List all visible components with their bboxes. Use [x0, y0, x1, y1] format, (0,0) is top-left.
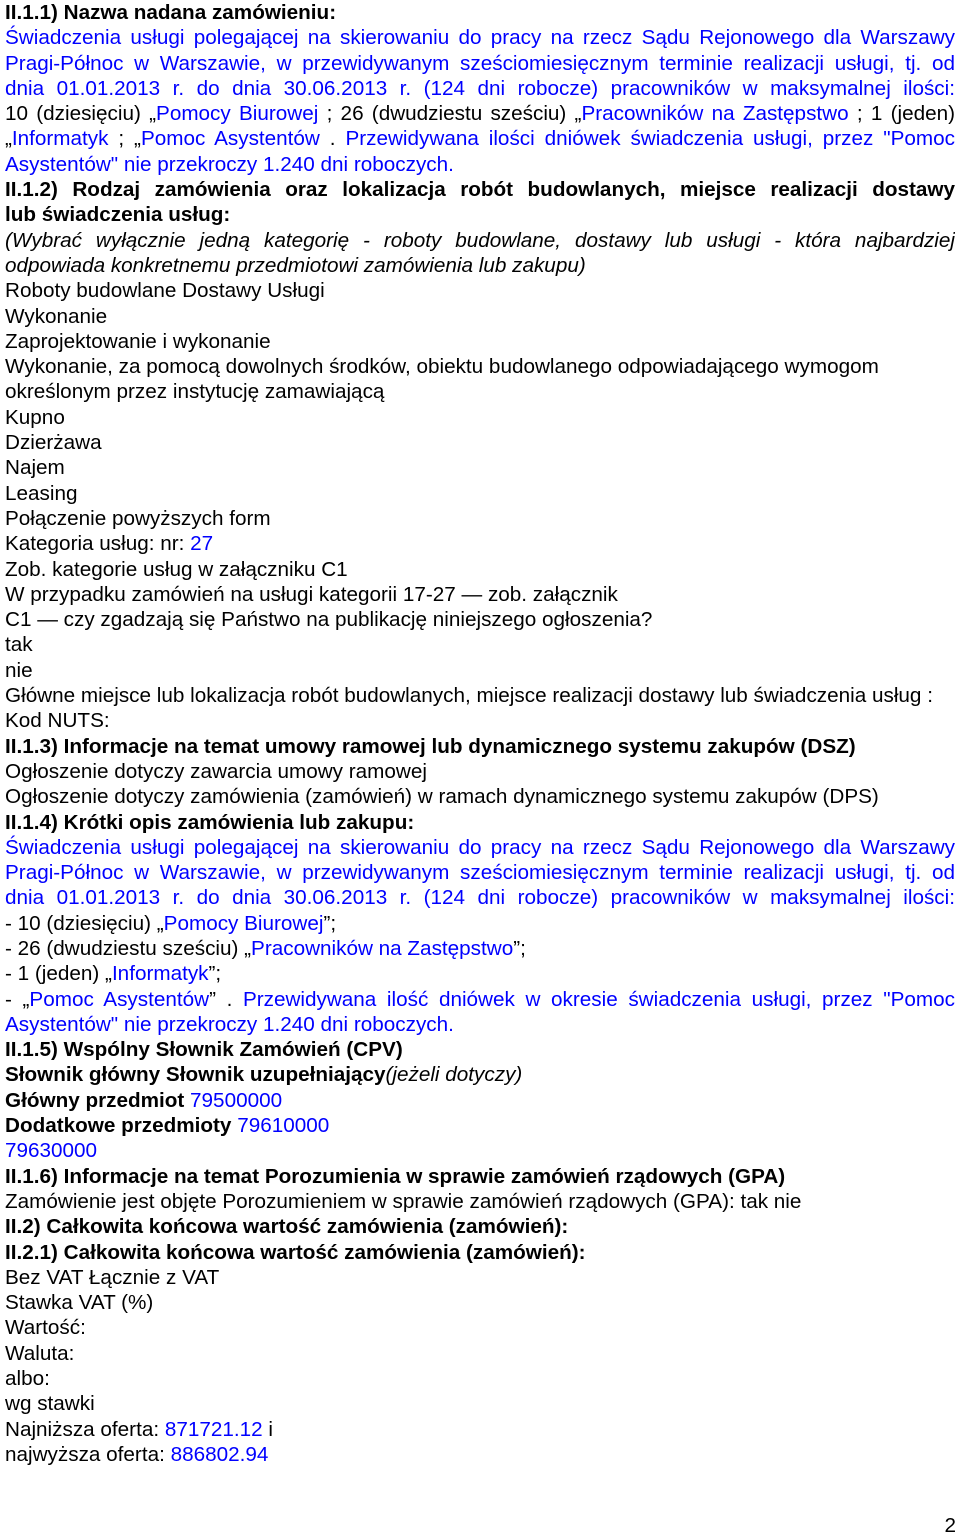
works-option: określonym przez instytucję zamawiającą — [5, 380, 385, 404]
short-description-line: Pragi-Północ w Warszawie, w przewidywanym sześciomiesięcznym terminie realizacji usługi, tj. od — [5, 861, 955, 885]
service-category — [5, 531, 955, 556]
works-option: Zaprojektowanie i wykonanie — [5, 329, 271, 353]
order-type-categories: Roboty budowlane Dostawy Usługi — [5, 279, 325, 303]
staff-item-count: - 26 (dwudziestu sześciu) „ — [5, 936, 252, 960]
staff-item-count: - „ — [5, 987, 30, 1011]
nuts-code-label: Kod NUTS: — [5, 709, 110, 733]
workdays-estimate: Asystentów" nie przekroczy 1.240 dni roboczych. — [5, 1012, 454, 1036]
supply-option: Leasing — [5, 481, 78, 505]
short-description-line: Świadczenia usługi polegającej na skierowaniu do pracy na rzecz Sądu Rejonowego dla Warszawy — [5, 835, 955, 859]
staff-item-role: Pomocy Biurowej — [163, 911, 324, 935]
currency-label: Waluta: — [5, 1341, 75, 1365]
order-name-staff-line — [5, 126, 955, 151]
staff-item-suffix: ”; — [323, 911, 337, 935]
document-page — [5, 0, 955, 1467]
annex-note: Zob. kategorie usług w załączniku C1 — [5, 557, 348, 581]
publication-consent-question: W przypadku zamówień na usługi kategorii 17-27 — zob. załącznik — [5, 582, 618, 606]
heading-ii-2-1: II.2.1) Całkowita końcowa wartość zamówienia (zamówień): — [5, 1240, 586, 1264]
heading-ii-1-6: II.1.6) Informacje na temat Porozumienia w sprawie zamówień rządowych (GPA) — [5, 1164, 786, 1188]
publication-consent-question: C1 — czy zgadzają się Państwo na publikację niniejszego ogłoszenia? — [5, 608, 653, 632]
staff-item — [5, 911, 955, 936]
staff-item-role: Pracowników na Zastępstwo — [251, 936, 514, 960]
quote-mark: ; „ — [108, 127, 141, 151]
heading-ii-1-2: lub świadczenia usług: — [5, 203, 231, 227]
heading-ii-1-4: II.1.4) Krótki opis zamówienia lub zakupu: — [5, 810, 415, 834]
role-office-assistant: Pomocy Biurowej — [156, 102, 319, 126]
order-name-line: Świadczenia usługi polegającej na skierowaniu do pracy na rzecz Sądu Rejonowego dla Warszawy — [5, 26, 955, 50]
cpv-dictionary-note: (jeżeli dotyczy) — [385, 1063, 523, 1087]
cpv-additional-label: Dodatkowe przedmioty — [5, 1114, 238, 1138]
short-description-line: dnia 01.01.2013 r. do dnia 30.06.2013 r. (124 dni robocze) pracowników w maksymalnej ilości: — [5, 886, 955, 910]
workdays-estimate: Przewidywana ilość dniówek w okresie świadczenia usługi, przez "Pomoc — [242, 987, 955, 1011]
gpa-question: Zamówienie jest objęte Porozumieniem w sprawie zamówień rządowych (GPA): tak nie — [5, 1189, 802, 1213]
role-it-specialist: Informatyk — [11, 127, 109, 151]
framework-option: Ogłoszenie dotyczy zawarcia umowy ramowej — [5, 759, 427, 783]
works-option: Wykonanie — [5, 304, 108, 328]
instruction-text: (Wybrać wyłącznie jedną kategorię - roboty budowlane, dostawy lub usługi - która najbardziej — [5, 228, 955, 252]
framework-option: Ogłoszenie dotyczy zamówienia (zamówień) w ramach dynamicznego systemu zakupów (DPS) — [5, 785, 879, 809]
vat-rate-label: Stawka VAT (%) — [5, 1291, 154, 1315]
order-name-staff-line — [5, 101, 955, 126]
supply-option: Najem — [5, 456, 65, 480]
role-substitute-worker: Pracowników na Zastępstwo — [581, 102, 849, 126]
and-label: i — [262, 1417, 273, 1441]
consent-option-no: nie — [5, 658, 33, 682]
staff-item — [5, 987, 955, 1012]
staff-item-suffix: ”; — [513, 936, 526, 960]
location-label: Główne miejsce lub lokalizacja robót budowlanych, miejsce realizacji dostawy lub świadczenia usług : — [5, 684, 933, 708]
highest-offer-label: najwyższa oferta: — [5, 1442, 171, 1466]
cpv-dictionary-labels — [5, 1062, 955, 1087]
supply-option: Kupno — [5, 405, 65, 429]
rate-label: wg stawki — [5, 1392, 95, 1416]
heading-ii-1-3: II.1.3) Informacje na temat umowy ramowej lub dynamicznego systemu zakupów (DSZ) — [5, 734, 856, 758]
quote-mark: „ — [5, 127, 12, 151]
staff-item-suffix: ” . — [209, 987, 243, 1011]
cpv-main-label: Główny przedmiot — [5, 1088, 191, 1112]
staff-item-role: Informatyk — [111, 962, 209, 986]
cpv-additional-code: 79630000 — [5, 1139, 98, 1163]
order-name-line: Pragi-Północ w Warszawie, w przewidywanym sześciomiesięcznym terminie realizacji usługi, tj. od — [5, 51, 955, 75]
lowest-offer — [5, 1417, 955, 1442]
heading-ii-2: II.2) Całkowita końcowa wartość zamówienia (zamówień): — [5, 1215, 569, 1239]
supply-option: Połączenie powyższych form — [5, 506, 271, 530]
staff-item-role: Pomoc Asystentów — [29, 987, 210, 1011]
service-category-value: 27 — [190, 532, 214, 556]
works-option: Wykonanie, za pomocą dowolnych środków, obiektu budowlanego odpowiadającego wymogom — [5, 355, 879, 379]
cpv-main-code: 79500000 — [190, 1088, 283, 1112]
value-label: Wartość: — [5, 1316, 86, 1340]
order-name-line: dnia 01.01.2013 r. do dnia 30.06.2013 r. (124 dni robocze) pracowników w maksymalnej ilości: — [5, 76, 955, 100]
cpv-dictionary-names: Słownik główny Słownik uzupełniający — [5, 1063, 386, 1087]
lowest-offer-value: 871721.12 — [164, 1417, 263, 1441]
role-assistant: Pomoc Asystentów — [140, 127, 320, 151]
heading-ii-1-5: II.1.5) Wspólny Słownik Zamówień (CPV) — [5, 1038, 403, 1062]
highest-offer-value: 886802.94 — [170, 1442, 269, 1466]
workdays-estimate: Asystentów" nie przekroczy 1.240 dni roboczych. — [5, 152, 454, 176]
vat-columns: Bez VAT Łącznie z VAT — [5, 1265, 220, 1289]
supply-option: Dzierżawa — [5, 431, 102, 455]
page-number: 2 — [944, 1514, 956, 1537]
staff-count-substitute: ; 26 (dwudziestu sześciu) „ — [318, 102, 582, 126]
workdays-estimate: Przewidywana ilości dniówek świadczenia usługi, przez "Pomoc — [345, 127, 955, 151]
staff-item — [5, 936, 955, 961]
or-label: albo: — [5, 1367, 50, 1391]
lowest-offer-label: Najniższa oferta: — [5, 1417, 165, 1441]
staff-item-count: - 1 (jeden) „ — [5, 962, 112, 986]
staff-count-it: ; 1 (jeden) — [848, 102, 955, 126]
cpv-additional-code: 79610000 — [237, 1114, 330, 1138]
highest-offer — [5, 1442, 955, 1467]
staff-count-office: 10 (dziesięciu) „ — [5, 102, 157, 126]
consent-option-yes: tak — [5, 633, 33, 657]
staff-item-count: - 10 (dziesięciu) „ — [5, 911, 164, 935]
heading-ii-1-1: II.1.1) Nazwa nadana zamówieniu: — [5, 1, 337, 24]
heading-ii-1-2: II.1.2) Rodzaj zamówienia oraz lokalizacja robót budowlanych, miejsce realizacji dostawy — [5, 178, 955, 202]
service-category-label: Kategoria usług: nr: — [5, 532, 191, 556]
separator: . — [319, 127, 346, 151]
staff-item-suffix: ”; — [208, 962, 222, 986]
cpv-main-subject — [5, 1088, 955, 1113]
cpv-additional-subjects — [5, 1113, 955, 1138]
instruction-text: odpowiada konkretnemu przedmiotowi zamówienia lub zakupu) — [5, 253, 586, 277]
staff-item — [5, 961, 955, 986]
